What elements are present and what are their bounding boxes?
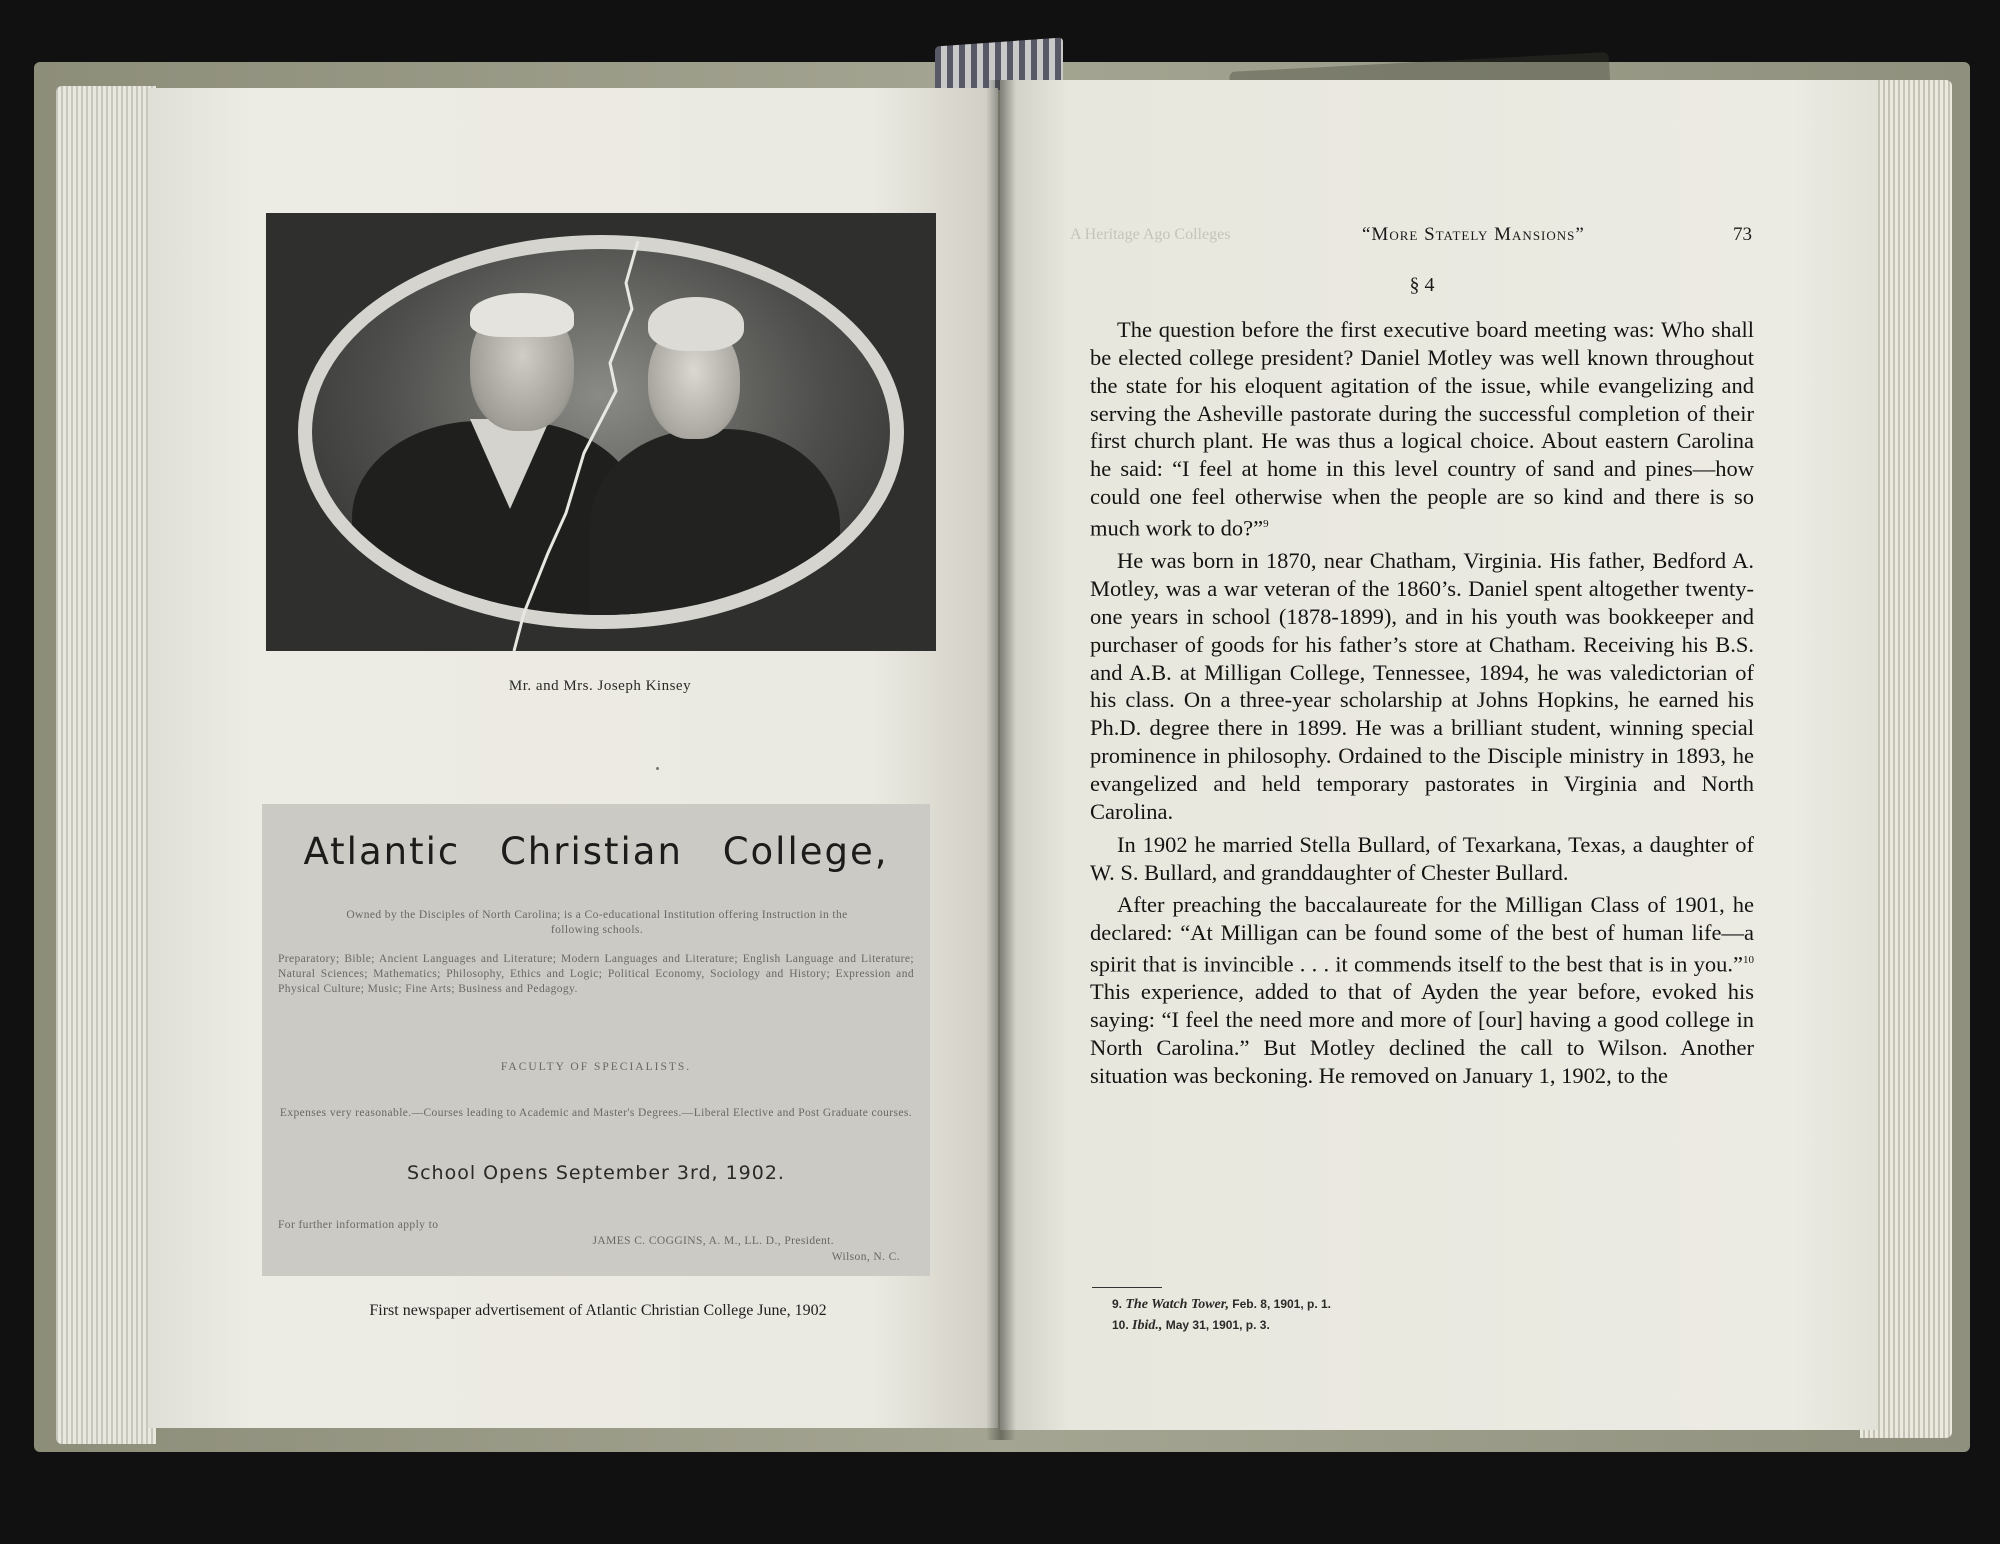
dust-speck xyxy=(656,767,659,770)
photo-caption: Mr. and Mrs. Joseph Kinsey xyxy=(508,678,692,694)
ad-school-opens: School Opens September 3rd, 1902. xyxy=(407,1162,785,1184)
photo-crack xyxy=(266,213,936,651)
section-marker: § 4 xyxy=(1409,274,1435,296)
paragraph: The question before the first executive board meeting was: Who shall be elected college president? Daniel Motley was well known throughout the state for his eloquent agitation of the issue, while evangelizing and serving the Asheville pastorate during the successful completion of their first church plant. He was thus a logical choice. About eastern Carolina he said: “I feel at home in this level country of sand and pines—how could one feel otherwise when the people are so kind and there is so much work to do?”$^9$ xyxy=(1090,317,1754,541)
ad-president: JAMES C. COGGINS, A. M., LL. D., President. xyxy=(592,1235,834,1247)
ad-info: For further information apply to xyxy=(278,1219,439,1231)
footnotes xyxy=(1112,1294,1712,1336)
footnote-rule xyxy=(1092,1287,1162,1288)
body-text xyxy=(1090,316,1754,1095)
footnote-ref: 9 xyxy=(1263,517,1269,530)
kinsey-portrait-photo xyxy=(266,213,936,651)
ad-caption: First newspaper advertisement of Atlantic Christian College June, 1902 xyxy=(369,1302,827,1319)
newspaper-advertisement xyxy=(262,804,930,1276)
ad-schools: Preparatory; Bible; Ancient Languages and Literature; Modern Languages and Literature; English Language and Literature; Natural Sciences; Mathematics; Philosophy, Ethics and Logic; Political Economy, Sociology and History; Expression and Physical Culture; Music; Fine Arts; Business and Pedagogy. xyxy=(278,953,914,995)
show-through-text: A Heritage Ago Colleges xyxy=(1070,226,1231,243)
footnote-ref: 10 xyxy=(1743,954,1754,967)
paragraph: After preaching the baccalaureate for the Milligan Class of 1901, he declared: “At Milligan can be found some of the best of human life—a spirit that is invincible . . . it commends itself to the best that is in you.”$^{10}$ This experience, added to that of Ayden the year before, evoked his saying: “I feel the need more and more of [our] having a good college in North Carolina.” But Motley declined the call to Wilson. Another situation was beckoning. He removed on January 1, 1902, to the xyxy=(1090,892,1754,1088)
ad-title: Atlantic Christian College, xyxy=(303,830,889,873)
ad-owned-by: Owned by the Disciples of North Carolina; is a Co-educational Institution offering Instruction in the following schools. xyxy=(346,909,848,936)
footnote: 9. The Watch Tower, Feb. 8, 1901, p. 1. xyxy=(1112,1297,1332,1312)
running-title: “More Stately Mansions” xyxy=(1362,224,1585,245)
ad-faculty: FACULTY OF SPECIALISTS. xyxy=(500,1061,692,1073)
page-number: 73 xyxy=(1733,224,1752,245)
paragraph: He was born in 1870, near Chatham, Virginia. His father, Bedford A. Motley, was a war veteran of the 1860’s. Daniel spent altogether twenty-one years in school (1878-1899), and in his youth was bookkeeper and purchaser of goods for his father’s store at Chatham. Receiving his B.S. and A.B. at Milligan College, Tennessee, 1894, he was valedictorian of his class. On a three-year scholarship at Johns Hopkins, he earned his Ph.D. degree there in 1899. He was a brilliant student, winning special prominence in philosophy. Ordained to the Disciple ministry in 1893, he evangelized and held temporary pastorates in Virginia and North Carolina. xyxy=(1090,548,1754,824)
ad-location: Wilson, N. C. xyxy=(831,1251,900,1263)
paragraph: In 1902 he married Stella Bullard, of Texarkana, Texas, a daughter of W. S. Bullard, and granddaughter of Chester Bullard. xyxy=(1090,831,1754,885)
book-gutter xyxy=(986,80,1016,1440)
footnote: 10. Ibid., May 31, 1901, p. 3. xyxy=(1112,1318,1270,1333)
left-page-edges xyxy=(56,86,156,1444)
ad-expenses: Expenses very reasonable.—Courses leading to Academic and Master's Degrees.—Liberal Elective and Post Graduate courses. xyxy=(279,1107,913,1119)
